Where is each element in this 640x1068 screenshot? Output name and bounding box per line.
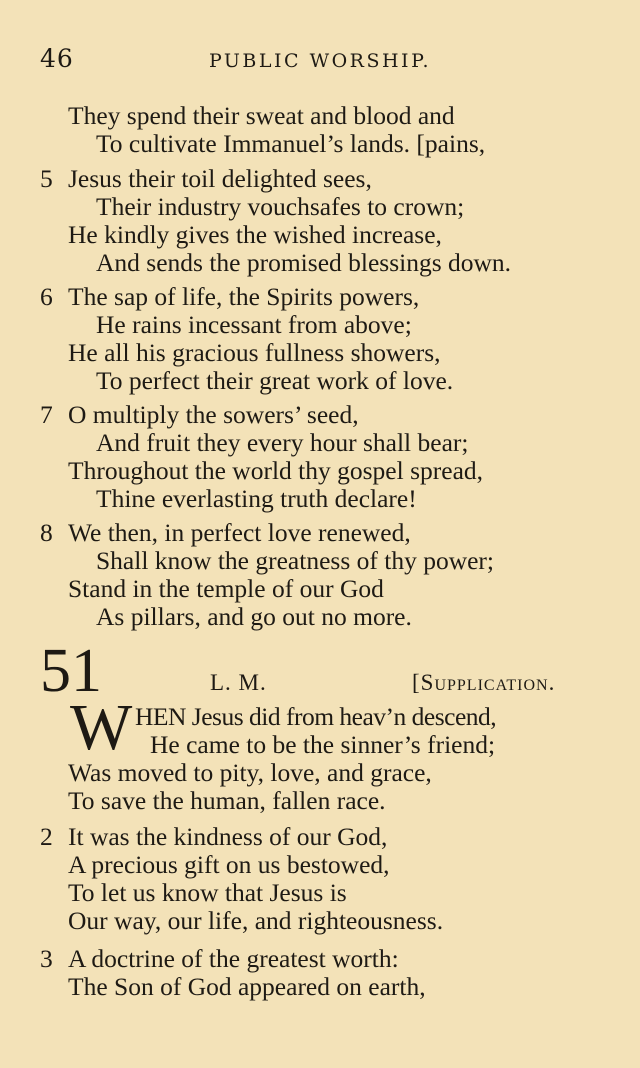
verse-line: Jesus their toil delighted sees, bbox=[68, 164, 372, 193]
verse-line: Shall know the greatness of thy power; bbox=[96, 546, 495, 575]
verse-line: Thine everlasting truth declare! bbox=[96, 484, 417, 513]
verse-line: A doctrine of the greatest worth: bbox=[68, 944, 399, 973]
verse-number: 3 bbox=[40, 944, 53, 973]
verse-line: To let us know that Jesus is bbox=[68, 878, 347, 907]
drop-cap: W bbox=[70, 691, 133, 764]
verse-line: Our way, our life, and righteousness. bbox=[68, 906, 444, 935]
verse-line: As pillars, and go out no more. bbox=[96, 602, 412, 631]
verse-line: They spend their sweat and blood and bbox=[68, 101, 455, 130]
verse-line: Their industry vouchsafes to crown; bbox=[96, 192, 465, 221]
verse-line: To save the human, fallen race. bbox=[68, 786, 386, 815]
verse-line: He kindly gives the wished increase, bbox=[68, 220, 442, 249]
page-header bbox=[0, 44, 640, 78]
verse-line: Throughout the world thy gospel spread, bbox=[68, 456, 484, 485]
verse-number: 6 bbox=[40, 282, 53, 311]
verse-line: Stand in the temple of our God bbox=[68, 574, 384, 603]
verse-line: Was moved to pity, love, and grace, bbox=[68, 758, 432, 787]
verse-line: And sends the promised blessings down. bbox=[96, 248, 512, 277]
verse-number: 5 bbox=[40, 164, 53, 193]
hymn-subject: [Supplication. bbox=[412, 670, 556, 695]
verse-line: We then, in perfect love renewed, bbox=[68, 518, 411, 547]
verse-line: The Son of God appeared on earth, bbox=[68, 972, 426, 1001]
verse-line: He came to be the sinner’s friend; bbox=[150, 730, 496, 759]
verse-line: HEN Jesus did from heav’n descend, bbox=[135, 702, 497, 731]
running-title: PUBLIC WORSHIP. bbox=[208, 50, 432, 72]
verse-line: To perfect their great work of love. bbox=[96, 366, 454, 395]
verse-number: 8 bbox=[40, 518, 53, 547]
hymn-meter: L. M. bbox=[210, 670, 267, 695]
verse-line: O multiply the sowers’ seed, bbox=[68, 400, 359, 429]
hymn-number: 51 bbox=[40, 637, 102, 705]
verse-number: 7 bbox=[40, 400, 53, 429]
page-number: 46 bbox=[40, 44, 74, 73]
verse-line: And fruit they every hour shall bear; bbox=[96, 428, 469, 457]
verse-line: It was the kindness of our God, bbox=[68, 822, 388, 851]
verse-line: The sap of life, the Spirits powers, bbox=[68, 282, 420, 311]
verse-line: He all his gracious fullness showers, bbox=[68, 338, 441, 367]
verse-line: He rains incessant from above; bbox=[96, 310, 412, 339]
verse-line: To cultivate Immanuel’s lands. [pains, bbox=[96, 129, 486, 158]
verse-line: A precious gift on us bestowed, bbox=[68, 850, 390, 879]
verse-number: 2 bbox=[40, 822, 53, 851]
